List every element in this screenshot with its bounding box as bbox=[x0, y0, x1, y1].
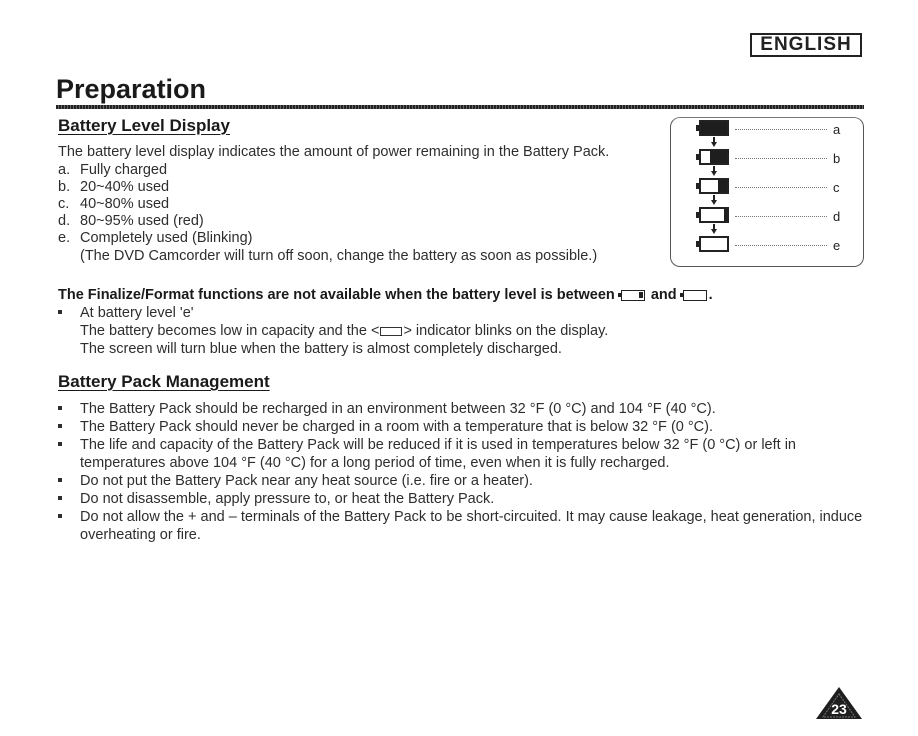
bullet-text: At battery level 'e' bbox=[80, 305, 194, 321]
list-item-text: 20~40% used bbox=[80, 179, 170, 195]
battery-empty-icon bbox=[683, 290, 707, 301]
title-divider bbox=[56, 105, 864, 109]
battery-note: (The DVD Camcorder will turn off soon, change the battery as soon as possible.) bbox=[80, 248, 598, 264]
battery-fill bbox=[718, 180, 727, 192]
list-item bbox=[58, 230, 252, 247]
list-item bbox=[58, 179, 169, 196]
leader-line bbox=[735, 158, 827, 160]
list-item bbox=[58, 401, 716, 418]
list-item bbox=[58, 491, 494, 508]
list-item bbox=[58, 162, 167, 179]
level-label: e bbox=[833, 238, 841, 253]
warning-end: . bbox=[708, 287, 713, 303]
level-label: d bbox=[833, 209, 841, 224]
bullet-text: The Battery Pack should be recharged in an environment between 32 °F (0 °C) and 104 °F (40 °C). bbox=[80, 401, 716, 417]
bullet-text: The life and capacity of the Battery Pack will be reduced if it is used in temperatures below 32 °F (0 °C) or left in bbox=[80, 437, 796, 453]
bullet-icon bbox=[58, 509, 80, 526]
list-item bbox=[58, 437, 796, 454]
list-item-text: 40~80% used bbox=[80, 196, 170, 212]
list-item-text: Fully charged bbox=[80, 162, 168, 178]
battery-icon bbox=[699, 120, 729, 136]
battery-low-detail bbox=[80, 323, 608, 340]
leader-line bbox=[735, 245, 827, 247]
bullet-text: Do not put the Battery Pack near any heat source (i.e. fire or a heater). bbox=[80, 473, 533, 489]
finalize-warning bbox=[58, 287, 713, 303]
bullet-icon bbox=[58, 305, 80, 322]
battery-fill bbox=[724, 209, 727, 221]
bullet-text: The Battery Pack should never be charged in a room with a temperature that is below 32 °F (0 °C). bbox=[80, 419, 713, 435]
list-item bbox=[58, 509, 862, 526]
bullet-text: Do not disassemble, apply pressure to, or heat the Battery Pack. bbox=[80, 491, 495, 507]
battery-fill bbox=[701, 122, 727, 134]
level-label: a bbox=[833, 122, 841, 137]
page-number: 23 bbox=[831, 701, 847, 717]
leader-line bbox=[735, 187, 827, 189]
arrow-down-icon bbox=[711, 200, 717, 205]
level-label: b bbox=[833, 151, 841, 166]
bullet-text: Do not allow the + and – terminals of the Battery Pack to be short-circuited. It may cause leakage, heat generation, induce bbox=[80, 509, 863, 525]
arrow-down-icon bbox=[711, 142, 717, 147]
battery-icon bbox=[699, 236, 729, 252]
list-item-continuation: temperatures above 104 °F (40 °C) for a long period of time, even when it is fully recharged. bbox=[80, 455, 670, 471]
list-item bbox=[58, 473, 533, 490]
battery-icon bbox=[699, 149, 729, 165]
language-label: ENGLISH bbox=[750, 33, 862, 57]
page-number-badge bbox=[815, 686, 863, 720]
list-item-letter: e. bbox=[58, 230, 71, 246]
screen-blue-detail: The screen will turn blue when the battery is almost completely discharged. bbox=[80, 341, 562, 357]
list-item-continuation: overheating or fire. bbox=[80, 527, 201, 543]
battery-level-diagram bbox=[670, 117, 864, 267]
detail-text: > indicator blinks on the display. bbox=[403, 323, 609, 339]
list-item-letter: c. bbox=[58, 196, 70, 212]
list-item-text: 80~95% used (red) bbox=[80, 213, 204, 229]
battery-low-icon bbox=[621, 290, 645, 301]
bullet-icon bbox=[58, 419, 80, 436]
detail-text: The battery becomes low in capacity and the < bbox=[80, 323, 380, 339]
battery-empty-icon bbox=[380, 327, 402, 336]
bullet-icon bbox=[58, 437, 80, 454]
arrow-down-icon bbox=[711, 229, 717, 234]
bullet-icon bbox=[58, 401, 80, 418]
list-item bbox=[58, 196, 169, 213]
leader-line bbox=[735, 129, 827, 131]
list-item bbox=[58, 213, 204, 230]
battery-icon bbox=[699, 178, 729, 194]
battery-level-intro: The battery level display indicates the amount of power remaining in the Battery Pack. bbox=[58, 144, 610, 160]
arrow-down-icon bbox=[711, 171, 717, 176]
list-item-letter: d. bbox=[58, 213, 71, 229]
battery-fill bbox=[710, 151, 727, 163]
leader-line bbox=[735, 216, 827, 218]
page-title: Preparation bbox=[56, 74, 207, 104]
battery-level-heading: Battery Level Display bbox=[58, 116, 230, 135]
list-item-text: Completely used (Blinking) bbox=[80, 230, 253, 246]
bullet-icon bbox=[58, 491, 80, 508]
warning-text: The Finalize/Format functions are not available when the battery level is between bbox=[58, 287, 615, 303]
bullet-icon bbox=[58, 473, 80, 490]
warning-and: and bbox=[650, 287, 677, 303]
list-item bbox=[58, 419, 713, 436]
battery-icon bbox=[699, 207, 729, 223]
list-item-letter: b. bbox=[58, 179, 71, 195]
level-label: c bbox=[833, 180, 840, 195]
battery-pack-heading: Battery Pack Management bbox=[58, 372, 270, 391]
list-item-letter: a. bbox=[58, 162, 71, 178]
list-item bbox=[58, 305, 194, 322]
